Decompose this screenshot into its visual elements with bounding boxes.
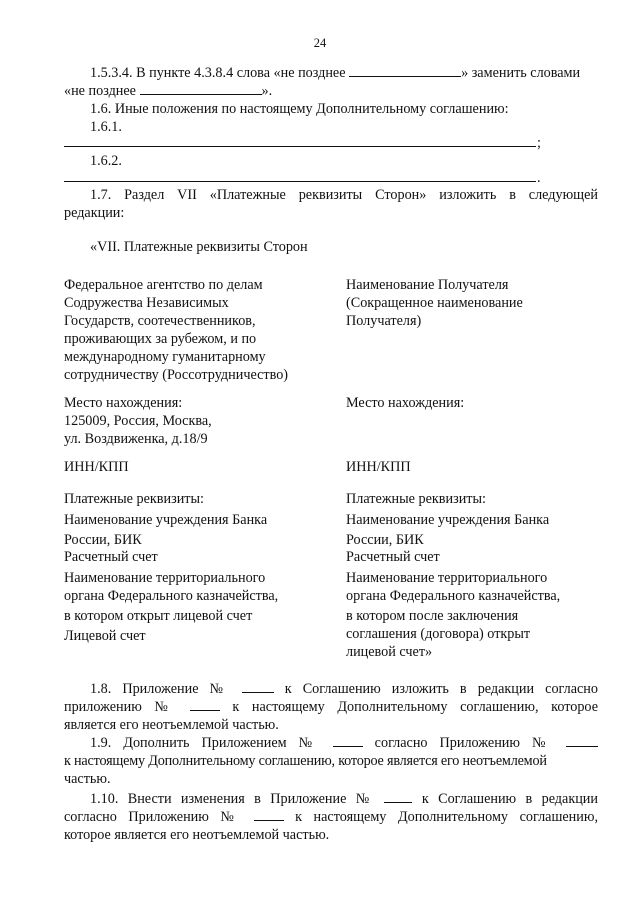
left-payment: Платежные реквизиты: xyxy=(64,491,204,507)
left-inn: ИНН/КПП xyxy=(64,459,129,475)
blank-field xyxy=(190,698,220,711)
clause-1-10-line1: 1.10. Внести изменения в Приложение № к Соглашению в редакции xyxy=(90,791,598,807)
clause-1-5-3-4-line2: «не позднее ». xyxy=(64,83,273,99)
right-account: Расчетный счет xyxy=(346,549,440,565)
clause-1-8-line1: 1.8. Приложение № к Соглашению изложить в редакции согласно xyxy=(90,681,598,697)
clause-1-6-2: 1.6.2. xyxy=(90,153,122,169)
blank-field xyxy=(566,734,598,747)
blank-field xyxy=(349,64,461,77)
clause-1-6-1-end: ; xyxy=(537,135,541,151)
left-account: Расчетный счет xyxy=(64,549,158,565)
page-number: 24 xyxy=(313,36,327,50)
blank-line-1-6-1 xyxy=(64,146,536,147)
blank-field xyxy=(333,734,363,747)
clause-1-6-1: 1.6.1. xyxy=(90,119,122,135)
right-inn: ИНН/КПП xyxy=(346,459,411,475)
clause-1-10-line2: согласно Приложению № к настоящему Дополнительному соглашению, xyxy=(64,809,598,825)
right-bank: Наименование учреждения Банка России, БИК xyxy=(346,512,550,548)
left-personal: Лицевой счет xyxy=(64,628,146,644)
clause-1-7-line1: 1.7. Раздел VII «Платежные реквизиты Сторон» изложить в следующей xyxy=(90,187,598,203)
clause-1-6: 1.6. Иные положения по настоящему Дополнительному соглашению: xyxy=(90,101,509,117)
clause-1-6-2-end: . xyxy=(537,170,541,186)
left-treasury: Наименование территориального органа Федерального казначейства, в котором открыт лицевой счет xyxy=(64,570,279,624)
blank-field xyxy=(384,790,412,803)
section-heading: «VII. Платежные реквизиты Сторон xyxy=(90,239,308,255)
left-bank: Наименование учреждения Банка России, БИК xyxy=(64,512,268,548)
right-location: Место нахождения: xyxy=(346,395,465,411)
clause-1-8-line2: приложению № к настоящему Дополнительному соглашению, которое xyxy=(64,699,598,715)
blank-field xyxy=(242,680,274,693)
clause-1-5-3-4-line1: 1.5.3.4. В пункте 4.3.8.4 слова «не позднее » заменить словами xyxy=(90,65,581,81)
blank-line-1-6-2 xyxy=(64,181,536,182)
clause-1-9-line1: 1.9. Дополнить Приложением № согласно Приложению № xyxy=(90,734,598,752)
right-party-column: Наименование Получателя (Сокращенное наименование Получателя) xyxy=(346,277,523,329)
clause-1-7-line2: редакции: xyxy=(64,205,125,221)
clause-1-9-line3: частью. xyxy=(64,771,111,787)
clause-1-9-line2: к настоящему Дополнительному соглашению, которое является его неотъемлемой xyxy=(64,753,547,769)
blank-field xyxy=(254,808,284,821)
blank-field xyxy=(140,82,262,95)
left-party-column: Федеральное агентство по делам Содружества Независимых Государств, соотечественников, проживающих за рубежом, и по международному гуманитарному сотрудничеству (Россотрудничество) xyxy=(64,277,289,383)
right-payment: Платежные реквизиты: xyxy=(346,491,486,507)
clause-1-10-line3: которое является его неотъемлемой частью. xyxy=(64,827,330,843)
clause-1-8-line3: является его неотъемлемой частью. xyxy=(64,717,279,733)
right-treasury: Наименование территориального органа Федерального казначейства, в котором после заключения соглашения (договора) открыт лицевой счет» xyxy=(346,570,561,660)
left-location: Место нахождения: 125009, Россия, Москва, ул. Воздвиженка, д.18/9 xyxy=(64,395,212,447)
